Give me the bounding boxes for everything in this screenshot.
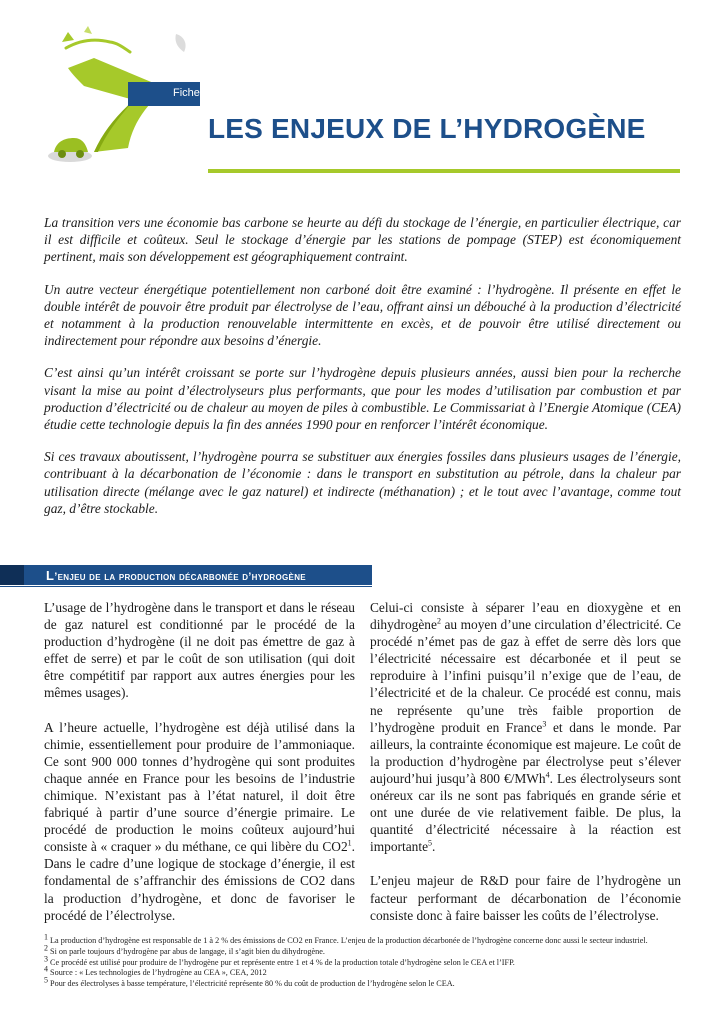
intro-paragraph: Un autre vecteur énergétique potentiellement non carboné doit être examiné : l’hydrogène. Il présente en effet le double intérêt de pouvoir être produit par électrolyse de l’eau, offrant ainsi un débouché à la production d’électricité et notamment à la production renouvelable intermittente en excès, et de pouvoir être utilisé directement ou indirectement pour répondre aux besoins d’énergie.: [44, 281, 681, 349]
section-heading-rule: [0, 586, 372, 587]
body-paragraph: L’enjeu majeur de R&D pour faire de l’hydrogène un facteur performant de décarbonation de l’économie consiste donc à faire baisser les coûts de l’électrolyse.: [370, 873, 681, 923]
right-column: [370, 599, 681, 941]
intro-paragraph: La transition vers une économie bas carbone se heurte au défi du stockage de l’énergie, en particulier électrique, car il est difficile et coûteux. Seul le stockage d’énergie par les stations de pompage (STEP) est économiquement pertinent, mais son développement est géographiquement contraint.: [44, 215, 681, 265]
section-title: [46, 568, 306, 583]
section-title-initial: L: [46, 568, 55, 583]
footnote-ref: 3: [542, 719, 547, 729]
footnote-text: Si on parle toujours d’hydrogène par abus de langage, il s’agit bien du dihydrogène.: [48, 946, 325, 956]
body-paragraph: [370, 599, 681, 855]
footnote: [44, 932, 684, 947]
footnote-ref: 4: [545, 770, 550, 780]
page-title: LES ENJEUX DE L’HYDROGÈNE: [208, 113, 646, 144]
text-run: .: [432, 839, 436, 855]
text-run: . Les électrolyseurs sont onéreux car ils ne sont pas fabriqués en grande série et ont une durée de vie relativement faible. De plus, la quantité d’électricité nécessaire à la réaction est importante: [370, 770, 681, 855]
footnote-number: 1: [44, 932, 48, 942]
text-run: Celui-ci consiste à séparer l’eau en dioxygène et en dihydrogène: [370, 600, 681, 633]
footnote-ref: 2: [436, 616, 441, 626]
footnote-text: La production d’hydrogène est responsable de 1 à 2 % des émissions de CO2 en France. L’enjeu de la production décarbonée de l’hydrogène concerne donc aussi le secteur industriel.: [48, 936, 648, 945]
left-column: [44, 599, 355, 941]
intro-paragraph: C’est ainsi qu’un intérêt croissant se porte sur l’hydrogène depuis plusieurs années, aussi bien pour la recherche visant la mise au point d’électrolyseurs plus performants, que pour les modes d’utilisation par combustion et par production d’électricité ou de chaleur au moyen de piles à combustible. Le Commissariat à l’Energie Atomique (CEA) étudie cette technologie depuis la fin des années 1990 pour en renforcer l’intérêt économique.: [44, 365, 681, 433]
footnote-number: 5: [44, 975, 48, 985]
footnote: [44, 975, 684, 990]
section-title-text: ’enjeu de la production décarbonée d’hydrogène: [54, 571, 306, 583]
footnote-ref: 5: [428, 838, 433, 848]
footnotes: [44, 932, 684, 990]
footnote-text: Pour des électrolyses à basse température, l’électricité représente 80 % du coût de production de l’hydrogène selon le CEA.: [48, 979, 455, 989]
title-underline: [208, 169, 680, 173]
body-paragraph: L’usage de l’hydrogène dans le transport et dans le réseau de gaz naturel est conditionné par le procédé de la production d’hydrogène (il ne doit pas émettre de gaz à effet de serre) et par le coût de son utilisation (qui doit être compétitif par rapport aux autres énergies pour les mêmes usages).: [44, 600, 355, 701]
footnote-text: Ce procédé est utilisé pour produire de l’hydrogène pur et représente entre 1 et 4 % de la production totale d’hydrogène selon le CEA et l’IFP.: [48, 957, 515, 967]
intro-text: [44, 214, 681, 532]
fiche-label: Fiche: [173, 87, 200, 99]
body-paragraph: [44, 719, 355, 924]
section-heading-tab: [0, 565, 24, 585]
footnote: [44, 943, 684, 958]
footnote-number: 4: [44, 964, 48, 974]
intro-paragraph: Si ces travaux aboutissent, l’hydrogène pourra se substituer aux énergies fossiles dans plusieurs usages de l’énergie, contribuant à la décarbonation de l’économie : dans le transport en substitution au pétrole, dans la chaleur par utilisation directe (mélange avec le gaz naturel) et indirecte (méthanation) ; et le tout avec l’avantage, comme tout gaz, d’être stockable.: [44, 449, 681, 516]
footnote-ref: 1: [347, 838, 352, 848]
footnote-number: 2: [44, 943, 48, 953]
footnote: [44, 964, 684, 979]
text-run: . Dans le cadre d’une logique de stockage d’énergie, il est fondamental de s’affranchir des émissions de CO2 dans la production d’hydrogène, et donc de favoriser le procédé de l’électrolyse.: [44, 839, 355, 923]
footnote: [44, 953, 684, 969]
footnote-text: Source : « Les technologies de l’hydrogène au CEA », CEA, 2012: [48, 968, 267, 978]
footnote-number: 3: [44, 953, 48, 963]
text-run: au moyen d’une circulation d’électricité. Ce procédé n’émet pas de gaz à effet de serre dès lors que l’électricité nécessaire est décarbonée et il peut se reproduire à l’infini puisqu’il n’exige que de l’eau, de l’électricité et de la chaleur. Ce procédé est connu, mais ne représente qu’une très faible proportion de l’hydrogène produit en France: [370, 617, 681, 735]
text-run: et dans le monde. Par ailleurs, la contrainte économique est majeure. Le coût de la production d’hydrogène par électrolyse peut s’élever aujourd’hui jusqu’à 800 €/MWh: [370, 719, 681, 786]
text-run: A l’heure actuelle, l’hydrogène est déjà utilisé dans la chimie, essentiellement pour produire de l’ammoniaque. Ce sont 900 000 tonnes d’hydrogène qui sont produites chaque année en France pour les besoins de l’industrie chimique. N’existant pas à l’état naturel, il doit être fabriqué à partir d’une source d’énergie primaire. Le procédé de production le moins coûteux aujourd’hui consiste à « craquer » du méthane, ce qui libère du CO2: [44, 719, 355, 855]
